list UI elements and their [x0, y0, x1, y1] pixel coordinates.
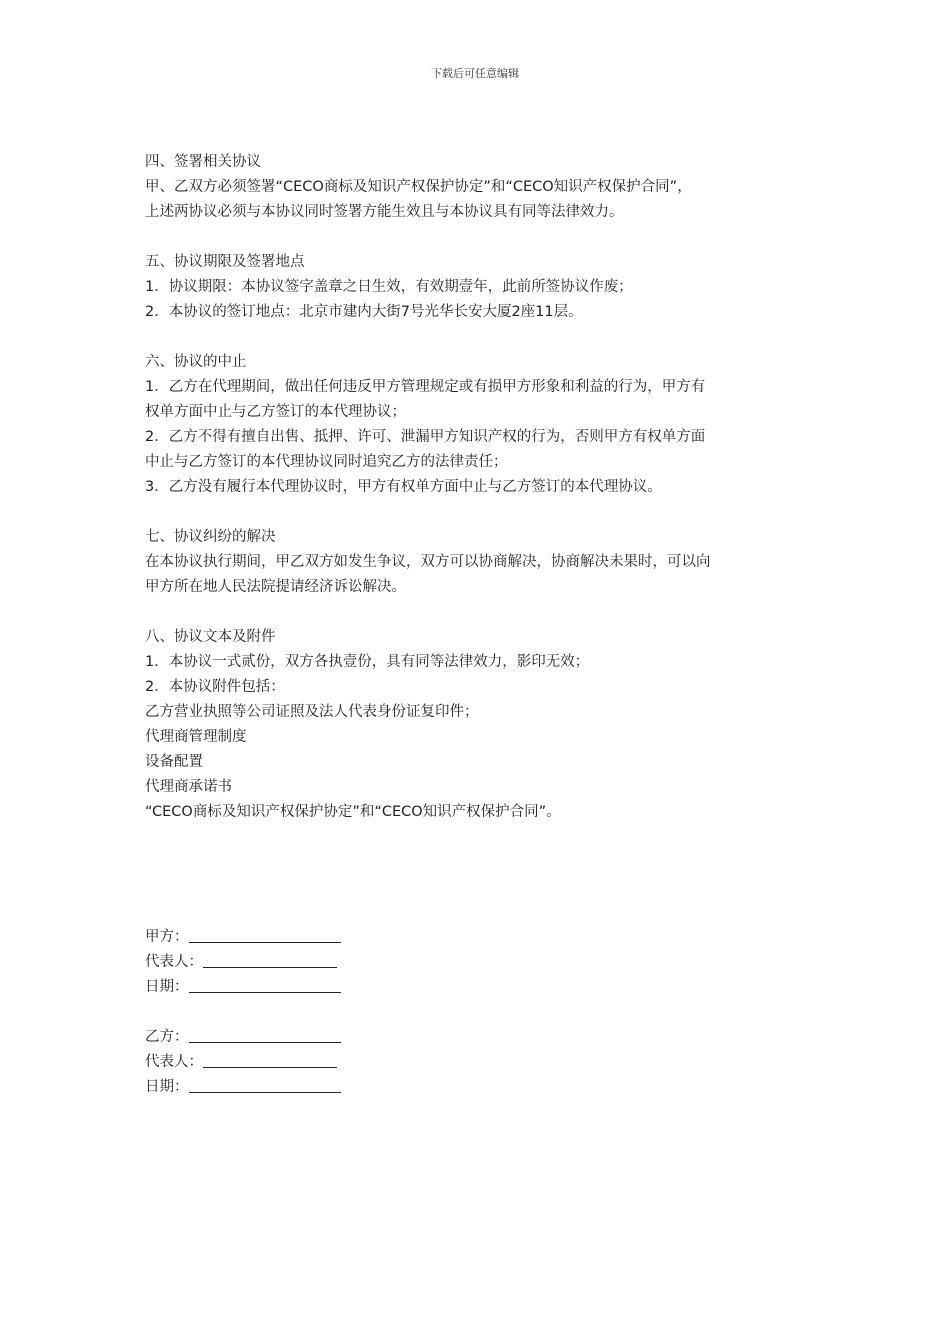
attachment-item: 乙方营业执照等公司证照及法人代表身份证复印件； — [145, 704, 479, 720]
attachment-item: 设备配置 — [145, 754, 203, 770]
paragraph-line: 甲方所在地人民法院提请经济诉讼解决。 — [145, 579, 406, 595]
section-text-and-attachments — [145, 625, 825, 825]
paragraph-line: 2．乙方不得有擅自出售、抵押、许可、泄漏甲方知识产权的行为，否则甲方有权单方面 — [145, 429, 706, 445]
paragraph-line: 1．协议期限：本协议签字盖章之日生效，有效期壹年，此前所签协议作废； — [145, 279, 633, 295]
paragraph-line: 3．乙方没有履行本代理协议时，甲方有权单方面中止与乙方签订的本代理协议。 — [145, 479, 662, 495]
attachment-item: “CECO商标及知识产权保护协定”和“CECO知识产权保护合同”。 — [145, 804, 561, 820]
paragraph-line: 在本协议执行期间，甲乙双方如发生争议，双方可以协商解决，协商解决未果时，可以向 — [145, 554, 711, 570]
spacer — [145, 850, 825, 925]
section-termination — [145, 350, 825, 500]
paragraph-line: 上述两协议必须与本协议同时签署方能生效且与本协议具有同等法律效力。 — [145, 204, 624, 220]
signature-row-representative — [145, 950, 825, 975]
paragraph-line: 权单方面中止与乙方签订的本代理协议； — [145, 404, 406, 420]
section-heading: 六、协议的中止 — [145, 354, 247, 370]
signature-label: 乙方： — [145, 1029, 189, 1045]
paragraph-line: 1．乙方在代理期间，做出任何违反甲方管理规定或有损甲方形象和利益的行为，甲方有 — [145, 379, 706, 395]
signature-line[interactable] — [189, 976, 341, 993]
signature-label: 甲方： — [145, 929, 189, 945]
paragraph-line: 甲、乙双方必须签署“CECO商标及知识产权保护协定”和“CECO知识产权保护合同”， — [145, 179, 692, 195]
section-signing-agreements — [145, 150, 825, 225]
signature-block-party-b — [145, 1025, 825, 1100]
signature-row-representative — [145, 1050, 825, 1075]
signature-line[interactable] — [189, 1026, 341, 1043]
section-heading: 八、协议文本及附件 — [145, 629, 276, 645]
attachment-item: 代理商承诺书 — [145, 779, 232, 795]
paragraph-line: 2．本协议附件包括： — [145, 679, 285, 695]
paragraph-line: 中止与乙方签订的本代理协议同时追究乙方的法律责任； — [145, 454, 508, 470]
section-heading: 四、签署相关协议 — [145, 154, 261, 170]
section-heading: 七、协议纠纷的解决 — [145, 529, 276, 545]
signature-line[interactable] — [189, 926, 341, 943]
signature-block-party-a — [145, 925, 825, 1000]
section-heading: 五、协议期限及签署地点 — [145, 254, 305, 270]
signature-row-date — [145, 1075, 825, 1100]
signature-row-date — [145, 975, 825, 1000]
signature-label: 代表人： — [145, 1054, 203, 1070]
paragraph-line: 1．本协议一式贰份，双方各执壹份，具有同等法律效力，影印无效； — [145, 654, 590, 670]
signature-line[interactable] — [189, 1076, 341, 1093]
signature-row-party — [145, 925, 825, 950]
document-body — [145, 150, 825, 1125]
signature-label: 日期： — [145, 1079, 189, 1095]
section-dispute-resolution — [145, 525, 825, 600]
signature-line[interactable] — [203, 1051, 337, 1068]
paragraph-line: 2．本协议的签订地点：北京市建内大街7号光华长安大厦2座11层。 — [145, 304, 583, 320]
attachment-item: 代理商管理制度 — [145, 729, 247, 745]
signature-row-party — [145, 1025, 825, 1050]
signature-label: 日期： — [145, 979, 189, 995]
page-header-note: 下载后可任意编辑 — [431, 67, 519, 80]
signature-line[interactable] — [203, 951, 337, 968]
section-term-and-place — [145, 250, 825, 325]
signature-label: 代表人： — [145, 954, 203, 970]
